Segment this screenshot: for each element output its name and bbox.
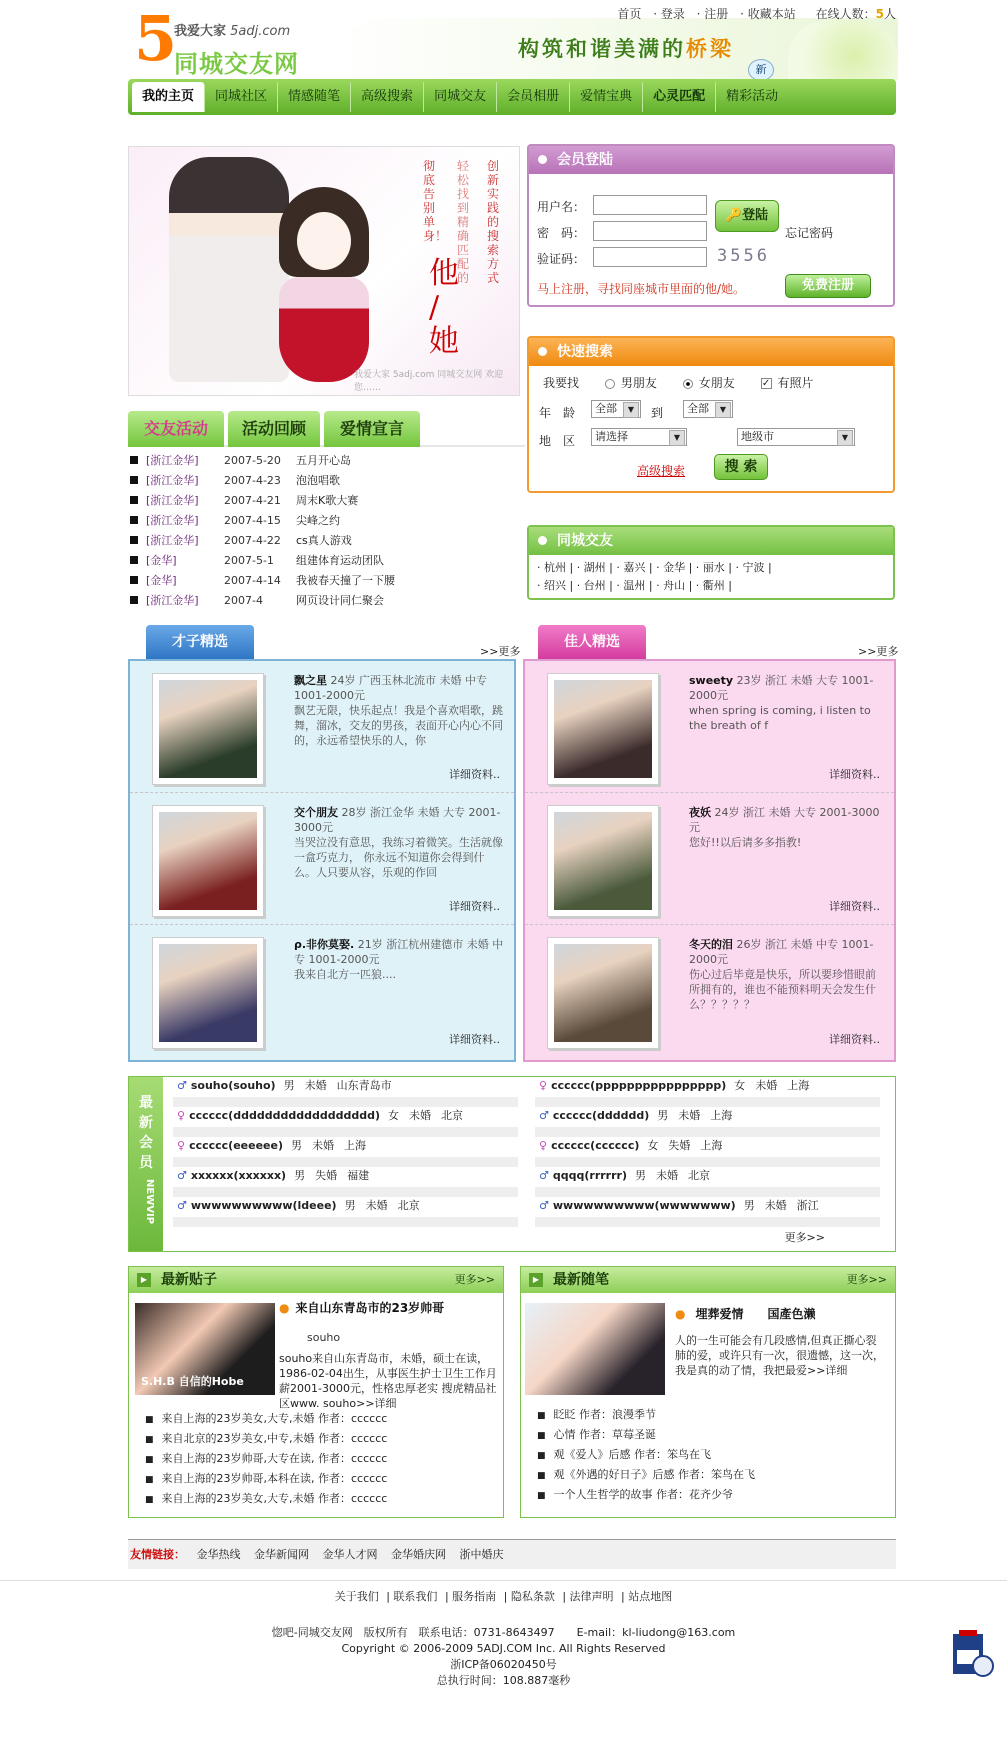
member-row[interactable]: [173, 1137, 518, 1167]
activity-title[interactable]: 网页设计同仁聚会: [296, 594, 384, 607]
activity-region: [浙江金华]: [146, 534, 199, 547]
profile-desc: 飘艺无限，快乐起点！我是个喜欢唱歌，跳舞，溜冰，交友的男孩，表面开心内心不同的，永远希望快乐的人，你: [294, 704, 503, 747]
age-to-select[interactable]: 全部 ▼: [683, 400, 733, 418]
member-attr: 男: [657, 1109, 669, 1122]
member-name[interactable]: cccccc(cccccc): [551, 1139, 640, 1152]
activity-item[interactable]: [130, 530, 525, 550]
advanced-search-link[interactable]: 高级搜索: [637, 464, 686, 478]
age-label: 年 龄: [539, 406, 576, 420]
profile-photo[interactable]: [152, 673, 264, 785]
profile-name[interactable]: sweety: [689, 674, 734, 687]
activity-title[interactable]: 泡泡唱歌: [296, 474, 340, 487]
bullet-icon: ●: [279, 1301, 290, 1315]
password-row: [537, 224, 585, 241]
age-to-label: 到: [651, 406, 664, 420]
friend-link[interactable]: 金华新闻网: [254, 1548, 309, 1561]
city-list[interactable]: [529, 555, 893, 599]
member-attr: 男: [291, 1139, 303, 1152]
male-icon: ♂: [177, 1199, 187, 1212]
tab-beauty-picks[interactable]: 佳人精选: [538, 625, 646, 659]
note-feature-text: 人的一生可能会有几段感情,但真正撕心裂肺的爱，或许只有一次，很遗憾，这一次，我是真的动了情，我把最爱>>详细: [675, 1334, 884, 1377]
online-label: 在线人数：: [815, 7, 876, 21]
footer-links: [0, 1589, 1007, 1605]
member-attr: 女: [647, 1139, 659, 1152]
member-name[interactable]: cccccc(pppppppppppppppp): [551, 1079, 727, 1092]
female-icon: ♀: [177, 1109, 186, 1122]
activity-date: 2007-4-14: [224, 573, 281, 587]
member-attr: 上海: [787, 1079, 810, 1092]
captcha-label: 验证码：: [537, 252, 586, 266]
member-attr: 北京: [440, 1109, 463, 1122]
profile-card[interactable]: [130, 793, 514, 925]
activity-date: 2007-4-23: [224, 473, 281, 487]
member-row[interactable]: [173, 1107, 518, 1137]
member-attr: 上海: [700, 1139, 723, 1152]
logo-tagline: 我爱大家 5adj.com: [174, 24, 291, 39]
posts-more-link[interactable]: 更多>>: [454, 1273, 495, 1286]
female-icon: ♀: [539, 1139, 548, 1152]
quick-search-box: [527, 336, 895, 493]
note-feature-title[interactable]: ● 埋葬爱情 国產色濑: [675, 1307, 816, 1321]
main-nav: [128, 79, 896, 115]
bullet-icon: [130, 596, 138, 604]
friend-links: [128, 1539, 896, 1569]
activity-item[interactable]: [130, 590, 525, 610]
member-attr: 未婚: [304, 1079, 327, 1092]
top-links: [609, 5, 896, 22]
footer-icp: 浙ICP备06020450号: [450, 1658, 557, 1671]
latest-posts-title: ▶ 最新贴子 更多>>: [129, 1267, 503, 1293]
member-attr: 女: [387, 1109, 399, 1122]
banner-text-3: 创新实践的搜索方式: [487, 159, 500, 285]
online-count: 5: [875, 7, 884, 21]
logo-brand: 同城交友网: [174, 49, 299, 78]
member-row[interactable]: [535, 1197, 880, 1227]
activity-item[interactable]: [130, 490, 525, 510]
bullet-icon: [130, 576, 138, 584]
login-button[interactable]: 🔑登陆: [715, 200, 779, 232]
member-attr: 失婚: [668, 1139, 691, 1152]
footer-link-contact[interactable]: | 联系我们: [386, 1590, 438, 1603]
profile-desc: 伤心过后毕竟是快乐，所以要珍惜眼前所拥有的，谁也不能预料明天会发生什么？？？？？: [689, 968, 876, 1011]
profile-detail-link[interactable]: 详细资料..: [449, 1033, 500, 1046]
police-badge-icon[interactable]: [945, 1628, 997, 1680]
activity-title[interactable]: 周末K歌大赛: [296, 494, 359, 507]
member-attr: 男: [344, 1199, 356, 1212]
profile-info: [689, 937, 884, 1012]
profile-info: [689, 673, 884, 733]
flower-decoration-icon: [788, 20, 898, 80]
male-icon: ♂: [539, 1109, 549, 1122]
tab-dating-events[interactable]: 交友活动: [128, 411, 224, 447]
member-attr: 未婚: [365, 1199, 388, 1212]
member-name[interactable]: wwwwwwwwww(ldeee): [190, 1199, 337, 1212]
member-row[interactable]: [173, 1077, 518, 1107]
city-row-1[interactable]: · 杭州 | · 湖州 | · 嘉兴 | · 金华 | · 丽水 | · 宁波 |: [537, 561, 772, 574]
username-input[interactable]: [593, 195, 707, 215]
banner-watermark: 我爱大家 5adj.com 同城交友网 欢迎您……: [354, 370, 504, 393]
top-link-bookmark[interactable]: · 收藏本站: [740, 7, 796, 21]
member-name[interactable]: cccccc(dddddddddddddddddd): [189, 1109, 380, 1122]
profile-name[interactable]: ρ.非你莫娶.: [294, 938, 355, 951]
activity-region: [浙江金华]: [146, 594, 199, 607]
latest-posts-box: [128, 1266, 504, 1518]
bullet-icon: ●: [675, 1307, 686, 1321]
radio-girlfriend[interactable]: 女朋友: [675, 376, 735, 390]
member-name[interactable]: souho(souho): [190, 1079, 276, 1092]
login-box: [527, 144, 895, 307]
friend-link[interactable]: 金华热线: [196, 1548, 241, 1561]
post-item[interactable]: ■ 来自北京的23岁美女,中专,未婚 作者：cccccc: [145, 1429, 387, 1449]
province-select[interactable]: 请选择 ▼: [591, 428, 687, 446]
new-members-label: 最新会员 NEWVIP: [129, 1077, 163, 1251]
activity-item[interactable]: [130, 450, 525, 470]
member-row[interactable]: [535, 1137, 880, 1167]
area-label: 地 区: [539, 434, 576, 448]
profile-detail-link[interactable]: 详细资料..: [449, 900, 500, 913]
note-item[interactable]: ■ 观《外遇的好日子》后感 作者：笨鸟在飞: [537, 1465, 755, 1485]
post-item[interactable]: ■ 来自上海的23岁美女,大专,未婚 作者：cccccc: [145, 1409, 387, 1429]
member-attr: 北京: [687, 1169, 710, 1182]
logo-number: 5: [134, 2, 178, 75]
post-image-caption: S.H.B 自信的Hobe: [141, 1375, 244, 1388]
post-feature-image[interactable]: [135, 1303, 275, 1395]
activity-date: 2007-4-15: [224, 513, 281, 527]
profile-meta: 21岁 浙江杭州建德市 未婚 中专 1001-2000元: [294, 938, 504, 966]
male-icon: ♂: [177, 1079, 187, 1092]
activity-title[interactable]: 我被春天撞了一下腰: [296, 574, 395, 587]
member-attr: 山东青岛市: [336, 1079, 392, 1092]
search-button[interactable]: 搜 索: [714, 454, 768, 480]
member-row[interactable]: [535, 1077, 880, 1107]
city-row-2[interactable]: · 绍兴 | · 台州 | · 温州 | · 舟山 | · 衢州 |: [537, 579, 732, 592]
password-label: 密 码：: [537, 226, 586, 240]
city-dating-title: 同城交友: [529, 527, 893, 555]
member-attr: 福建: [347, 1169, 370, 1182]
member-attr: 未婚: [755, 1079, 778, 1092]
activity-region: [浙江金华]: [146, 494, 199, 507]
profile-info: [294, 937, 504, 982]
profile-photo[interactable]: [152, 805, 264, 917]
profile-info: [689, 805, 884, 850]
username-row: [537, 198, 585, 215]
profile-info: [294, 805, 504, 880]
activity-region: [浙江金华]: [146, 454, 199, 467]
latest-notes-title: ▶ 最新随笔 更多>>: [521, 1267, 895, 1293]
username-label: 用户名：: [537, 200, 586, 214]
captcha-image: 3556: [717, 246, 770, 266]
profile-card[interactable]: [130, 661, 514, 793]
hero-banner[interactable]: [128, 146, 520, 396]
male-icon: ♂: [539, 1199, 549, 1212]
member-attr: 男: [743, 1199, 755, 1212]
tab-event-review[interactable]: 活动回顾: [228, 411, 320, 447]
post-feature-text: souho来自山东青岛市，未婚，硕士在读，1986-02-04出生，从事医生护士卫生工作月薪2001-3000元，性格忠厚老实 搜虎精品社区www. souho>>详细: [279, 1352, 497, 1410]
girls-list: [523, 659, 896, 1062]
member-name[interactable]: cccccc(eeeeee): [189, 1139, 284, 1152]
profile-detail-link[interactable]: 详细资料..: [829, 768, 880, 781]
profile-card[interactable]: [525, 661, 894, 793]
city-dating-box: [527, 525, 895, 600]
member-name[interactable]: xxxxxx(xxxxxx): [190, 1169, 287, 1182]
profile-detail-link[interactable]: 详细资料..: [829, 1033, 880, 1046]
nav-soul-match[interactable]: 心灵匹配: [643, 82, 716, 112]
profile-photo[interactable]: [547, 805, 659, 917]
profile-meta: 24岁 浙江 未婚 大专 2001-3000元: [689, 806, 880, 834]
boys-list: [128, 659, 516, 1062]
member-attr: 未婚: [678, 1109, 701, 1122]
site-header: [128, 0, 896, 115]
friend-links-title: 友情链接：: [130, 1548, 185, 1561]
member-attr: 上海: [344, 1139, 367, 1152]
top-link-home[interactable]: 首页: [617, 7, 642, 21]
activity-title[interactable]: 五月开心岛: [296, 454, 351, 467]
profile-name[interactable]: 交个朋友: [294, 806, 338, 819]
profile-name[interactable]: 夜妖: [689, 806, 711, 819]
activity-date: 2007-4: [224, 593, 263, 607]
nav-events[interactable]: 精彩活动: [726, 89, 779, 104]
banner-he-she: 他 / 她: [429, 256, 459, 359]
profile-card[interactable]: [525, 925, 894, 1057]
member-name[interactable]: cccccc(dddddd): [552, 1109, 650, 1122]
profile-detail-link[interactable]: 详细资料..: [829, 900, 880, 913]
male-icon: ♂: [539, 1169, 549, 1182]
footer-link-about[interactable]: 关于我们: [334, 1590, 379, 1603]
activity-item[interactable]: [130, 550, 525, 570]
post-item[interactable]: ■ 来自上海的23岁帅哥,本科在读, 作者：cccccc: [145, 1469, 387, 1489]
boys-more-link[interactable]: >>更多: [480, 645, 521, 658]
top-link-register[interactable]: · 注册: [696, 7, 729, 21]
note-feature-image[interactable]: [525, 1303, 665, 1395]
members-left-column: [173, 1077, 518, 1227]
activity-item[interactable]: [130, 570, 525, 590]
member-attr: 未婚: [764, 1199, 787, 1212]
member-row[interactable]: [173, 1197, 518, 1227]
footer-link-privacy[interactable]: | 隐私条款: [503, 1590, 555, 1603]
free-register-button[interactable]: 免费注册: [785, 274, 871, 298]
latest-notes-box: [520, 1266, 896, 1518]
age-from-select[interactable]: 全部 ▼: [591, 400, 641, 418]
female-icon: ♀: [539, 1079, 548, 1092]
city-select[interactable]: 地级市 ▼: [737, 428, 855, 446]
member-row[interactable]: [535, 1167, 880, 1197]
profile-photo[interactable]: [152, 937, 264, 1049]
activity-item[interactable]: [130, 510, 525, 530]
profile-meta: 28岁 浙江金华 未婚 大专 2001-3000元: [294, 806, 501, 834]
activity-date: 2007-5-1: [224, 553, 274, 567]
profile-desc: when spring is coming, i listen to the breath of f: [689, 704, 871, 732]
member-attr: 男: [294, 1169, 306, 1182]
nav-albums[interactable]: 会员相册: [497, 82, 570, 112]
note-item[interactable]: ■ 心情 作者：草莓圣诞: [537, 1425, 755, 1445]
profile-meta: 24岁 广西玉林北流市 未婚 中专 1001-2000元: [294, 674, 487, 702]
online-unit: 人: [883, 7, 896, 21]
nav-community[interactable]: 同城社区: [205, 82, 278, 112]
bullet-icon: [130, 536, 138, 544]
profile-meta: 23岁 浙江 未婚 大专 1001-2000元: [689, 674, 874, 702]
nav-advanced-search[interactable]: 高级搜索: [351, 82, 424, 112]
profile-info: [294, 673, 504, 748]
activity-tabs: [128, 411, 525, 447]
profile-desc: 您好!!以后请多多指教!: [689, 836, 802, 849]
activity-date: 2007-5-20: [224, 453, 281, 467]
members-more-link[interactable]: 更多>>: [784, 1231, 825, 1244]
site-logo[interactable]: [134, 2, 334, 78]
note-item[interactable]: ■ 眨眨 作者：浪漫季节: [537, 1405, 755, 1425]
captcha-input[interactable]: [593, 247, 707, 267]
profile-photo[interactable]: [547, 673, 659, 785]
bride-illustration: [269, 187, 379, 387]
quick-search-title: 快速搜索: [529, 338, 893, 366]
member-attr: 北京: [397, 1199, 420, 1212]
activity-date: 2007-4-21: [224, 493, 281, 507]
footer-link-sitemap[interactable]: | 站点地图: [621, 1590, 673, 1603]
member-attr: 失婚: [315, 1169, 338, 1182]
profile-name[interactable]: 冬天的泪: [689, 938, 733, 951]
seek-label: 我要找: [543, 376, 580, 390]
bullet-icon: [130, 516, 138, 524]
activity-title[interactable]: 尖峰之约: [296, 514, 340, 527]
nav-essays[interactable]: 情感随笔: [278, 82, 351, 112]
girls-more-link[interactable]: >>更多: [858, 645, 899, 658]
banner-text-1: 彻底告别单身！: [423, 159, 448, 243]
footer-link-guide[interactable]: | 服务指南: [444, 1590, 497, 1603]
activity-region: [金华]: [146, 554, 177, 567]
key-icon: 🔑: [725, 208, 743, 223]
captcha-row: [537, 250, 585, 267]
profile-meta: 26岁 浙江 未婚 中专 1001-2000元: [689, 938, 874, 966]
footer-contact: 惚吧-同城交友网 版权所有 联系电话：0731-8643497 E-mail：kl-liudong@163.com: [271, 1626, 736, 1639]
activity-item[interactable]: [130, 470, 525, 490]
new-members-box: [128, 1076, 896, 1252]
activity-title[interactable]: 组建体育运动团队: [296, 554, 384, 567]
profile-card[interactable]: [525, 793, 894, 925]
nav-city-dating[interactable]: 同城交友: [424, 82, 497, 112]
new-badge: 新: [748, 59, 774, 81]
member-name[interactable]: wwwwwwwwww(wwwwwww): [552, 1199, 736, 1212]
member-name[interactable]: qqqq(rrrrrr): [552, 1169, 627, 1182]
member-attr: 上海: [710, 1109, 733, 1122]
login-title: 会员登陆: [529, 146, 893, 174]
register-prompt: 马上注册，寻找同座城市里面的他/她。: [537, 282, 746, 296]
top-link-login[interactable]: · 登录: [653, 7, 685, 21]
notes-more-link[interactable]: 更多>>: [846, 1273, 887, 1286]
member-attr: 未婚: [408, 1109, 431, 1122]
member-attr: 女: [734, 1079, 746, 1092]
bullet-icon: [130, 496, 138, 504]
members-right-column: [535, 1077, 880, 1227]
bullet-icon: [130, 476, 138, 484]
activity-title[interactable]: cs真人游戏: [296, 534, 352, 547]
profile-desc: 我来自北方一匹狼....: [294, 968, 396, 981]
notes-list: [537, 1405, 755, 1505]
profile-detail-link[interactable]: 详细资料..: [449, 768, 500, 781]
has-photo-checkbox[interactable]: ✓ 有照片: [761, 376, 814, 390]
activity-list: [130, 450, 525, 610]
profile-name[interactable]: 飘之星: [294, 674, 327, 687]
member-attr: 未婚: [312, 1139, 335, 1152]
site-footer: [0, 1580, 1007, 1689]
posts-list: [145, 1409, 387, 1509]
note-item[interactable]: ■ 一个人生哲学的故事 作者：花齐少爷: [537, 1485, 755, 1505]
activity-date: 2007-4-22: [224, 533, 281, 547]
activity-region: [金华]: [146, 574, 177, 587]
post-item[interactable]: ■ 来自上海的23岁帅哥,大专在读, 作者：cccccc: [145, 1449, 387, 1469]
nav-love-guide[interactable]: 爱情宝典: [570, 82, 643, 112]
member-row[interactable]: [173, 1167, 518, 1197]
member-attr: 浙江: [796, 1199, 819, 1212]
post-feature-title[interactable]: ● 来自山东青岛市的23岁帅哥: [279, 1301, 445, 1315]
member-row[interactable]: [535, 1107, 880, 1137]
radio-boyfriend[interactable]: 男朋友: [597, 376, 657, 390]
banner-text-2: 轻松找到精确匹配的: [457, 159, 470, 285]
member-attr: 未婚: [655, 1169, 678, 1182]
friend-link[interactable]: 金华婚庆网: [391, 1548, 446, 1561]
female-icon: ♀: [177, 1139, 186, 1152]
tab-talented-men[interactable]: 才子精选: [146, 625, 254, 659]
profile-desc: 当哭泣没有意思，我练习着微笑。生活就像一盒巧克力， 你永远不知道你会得到什么。人只要从容，乐观的作回: [294, 836, 503, 879]
bullet-icon: [130, 456, 138, 464]
activity-region: [浙江金华]: [146, 514, 199, 527]
profile-photo[interactable]: [547, 937, 659, 1049]
footer-link-legal[interactable]: | 法律声明: [562, 1590, 614, 1603]
tab-love-declaration[interactable]: 爱情宣言: [324, 411, 420, 447]
post-feature-author[interactable]: souho: [307, 1331, 341, 1344]
member-attr: 男: [283, 1079, 295, 1092]
activity-region: [浙江金华]: [146, 474, 199, 487]
friend-link[interactable]: 浙中婚庆: [459, 1548, 504, 1561]
forgot-password-link[interactable]: 忘记密码: [785, 226, 834, 240]
password-input[interactable]: [593, 221, 707, 241]
note-item[interactable]: ■ 观《爱人》后感 作者：笨鸟在飞: [537, 1445, 755, 1465]
bullet-icon: [130, 556, 138, 564]
header-slogan: 构筑和谐美满的桥梁: [518, 36, 734, 61]
post-item[interactable]: ■ 来自上海的23岁美女,大专,未婚 作者：cccccc: [145, 1489, 387, 1509]
friend-link[interactable]: 金华人才网: [322, 1548, 378, 1561]
footer-copyright: Copyright © 2006-2009 5ADJ.COM Inc. All Rights Reserved: [341, 1642, 666, 1655]
profile-card[interactable]: [130, 925, 514, 1057]
member-attr: 男: [634, 1169, 646, 1182]
nav-my-home[interactable]: 我的主页: [132, 82, 205, 112]
footer-exec-time: 总执行时间：108.887毫秒: [436, 1674, 571, 1687]
seek-row: [543, 374, 814, 391]
male-icon: ♂: [177, 1169, 187, 1182]
